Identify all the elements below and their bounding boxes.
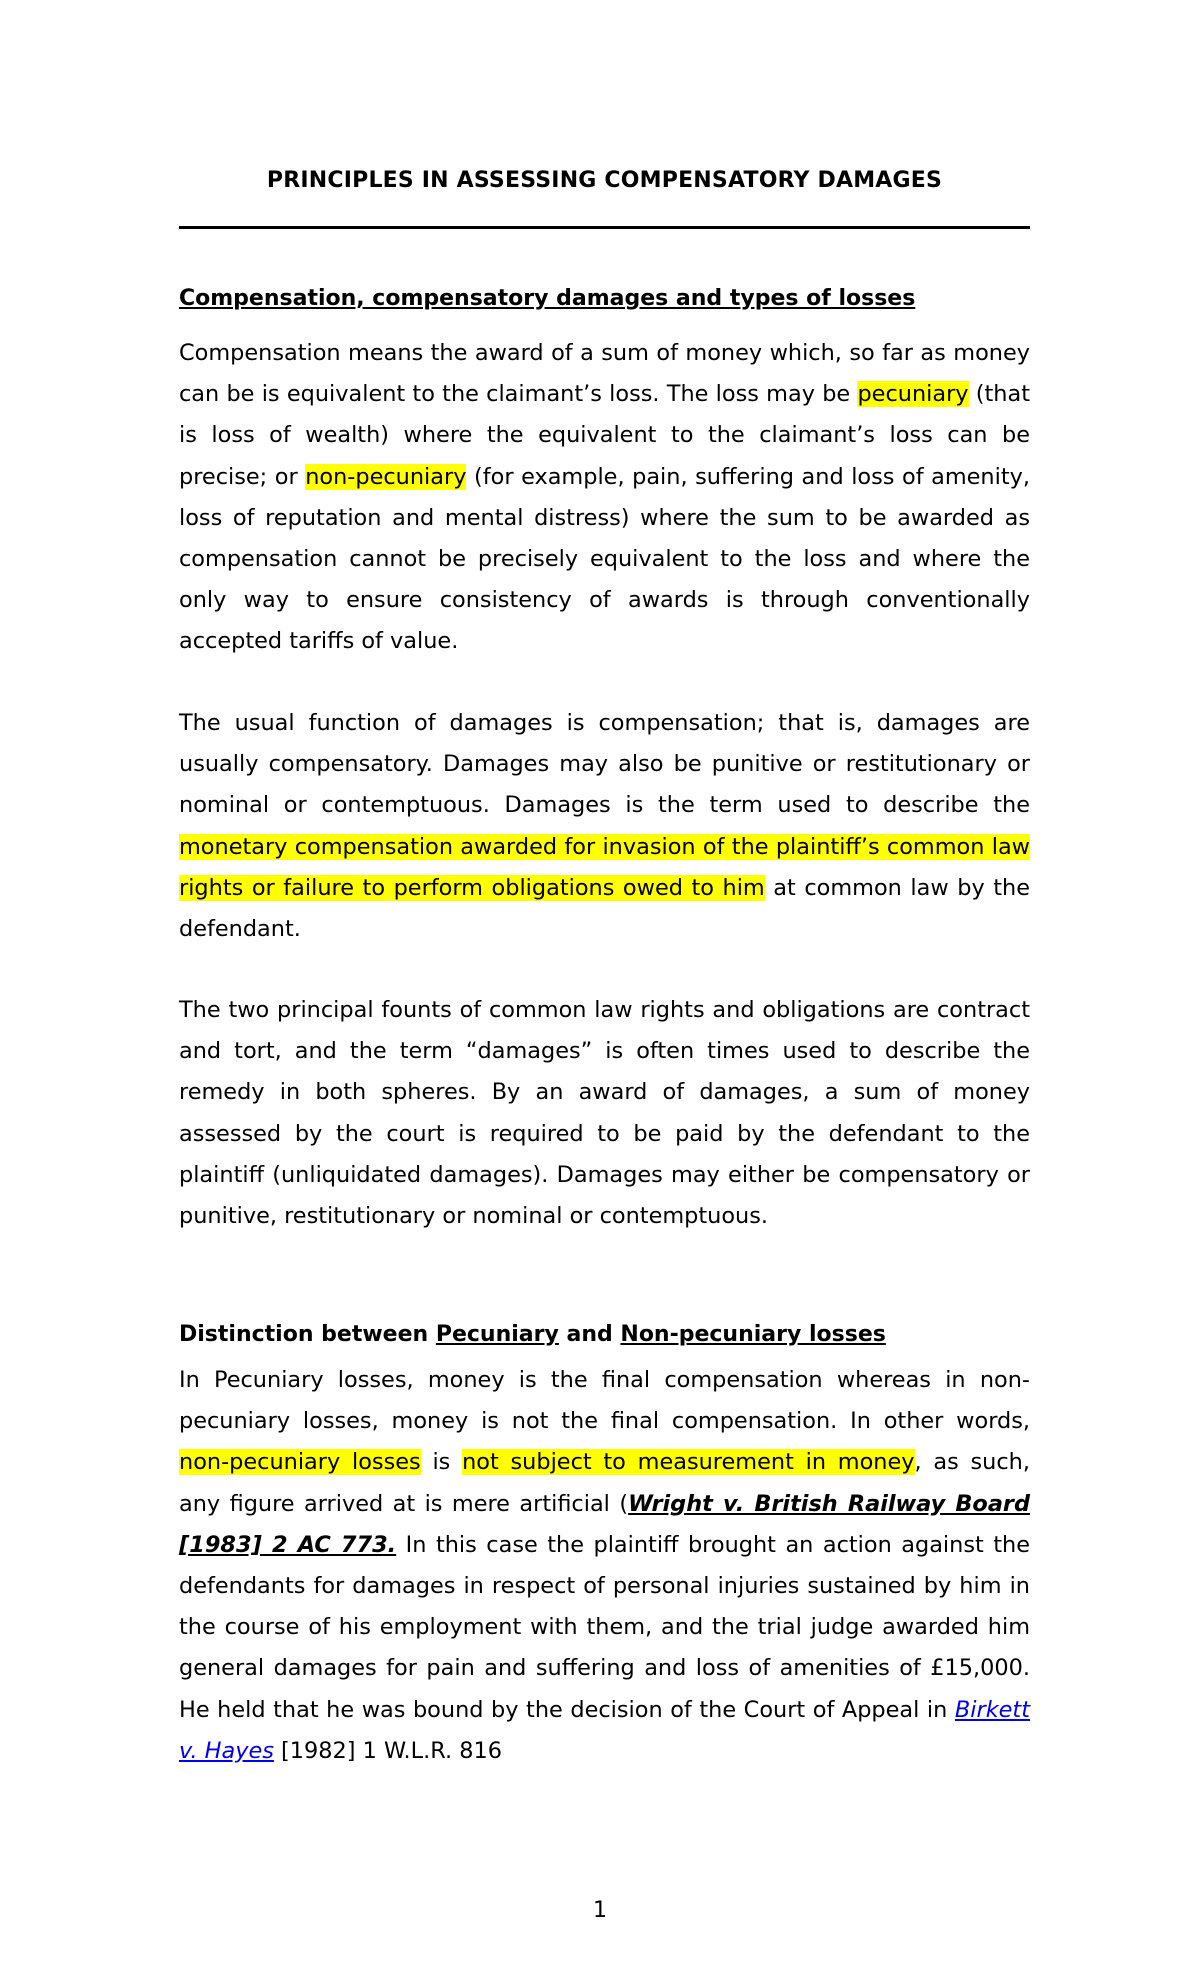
highlight-non-pecuniary-losses: non-pecuniary losses [179, 1449, 421, 1476]
section-heading-distinction: Distinction between Pecuniary and Non-pecuniary losses [179, 1322, 886, 1347]
paragraph-compensation-definition: Compensation means the award of a sum of money which, so far as money can be is equivalent to the claimant’s loss. The loss may be pecuniary (that is loss of wealth) where the equivalent to the claimant’s loss can be precise; or non-pecuniary (for example, pain, suffering and loss of amenity, loss of reputation and mental distress) where the sum to be awarded as compensation cannot be precisely equivalent to the loss and where the only way to ensure consistency of awards is through conventionally accepted tariffs of value. [179, 340, 1031, 655]
highlight-pecuniary: pecuniary [857, 381, 969, 408]
title-rule [179, 226, 1030, 229]
paragraph-damages-function: The usual function of damages is compensation; that is, damages are usually compensatory. Damages may also be punitive or restitutionary or nominal or contemptuous. Damages is the term used to describe the monetary compensation awarded for invasion of the plaintiff’s common law rights or failure to perform obligations owed to him at common law by the defendant. [179, 710, 1030, 943]
case-citation-wright: Wright v. British Railway Board [1983] 2 AC 773. [179, 1490, 1030, 1558]
case-link-birkett-v-hayes[interactable]: Birkett v. Hayes [179, 1696, 1030, 1764]
page-number: 1 [593, 1898, 607, 1923]
paragraph-distinction: In Pecuniary losses, money is the final compensation whereas in non-pecuniary losses, money is not the final compensation. In other words, non-pecuniary losses is not subject to measurement in money, as such, any figure arrived at is mere artificial (Wright v. British Railway Board [1983] 2 AC 773. In this case the plaintiff brought an action against the defendants for damages in respect of personal injuries sustained by him in the course of his employment with them, and the trial judge awarded him general damages for pain and suffering and loss of amenities of £15,000. He held that he was bound by the decision of the Court of Appeal in Birkett v. Hayes [1982] 1 W.L.R. 816 [179, 1367, 1031, 1764]
highlight-monetary-compensation: monetary compensation awarded for invasion of the plaintiff’s common law rights or failure to perform obligations owed to him [179, 833, 1030, 901]
section-heading-compensation: Compensation, compensatory damages and types of losses [179, 286, 916, 311]
paragraph-founts-of-rights: The two principal founts of common law rights and obligations are contract and tort, and the term “damages” is often times used to describe the remedy in both spheres. By an award of damages, a sum of money assessed by the court is required to be paid by the defendant to the plaintiff (unliquidated damages). Damages may either be compensatory or punitive, restitutionary or nominal or contemptuous. [179, 997, 1030, 1230]
document-title: PRINCIPLES IN ASSESSING COMPENSATORY DAMAGES [266, 168, 943, 193]
highlight-non-pecuniary: non-pecuniary [305, 463, 467, 490]
highlight-not-measurable: not subject to measurement in money [462, 1449, 915, 1476]
